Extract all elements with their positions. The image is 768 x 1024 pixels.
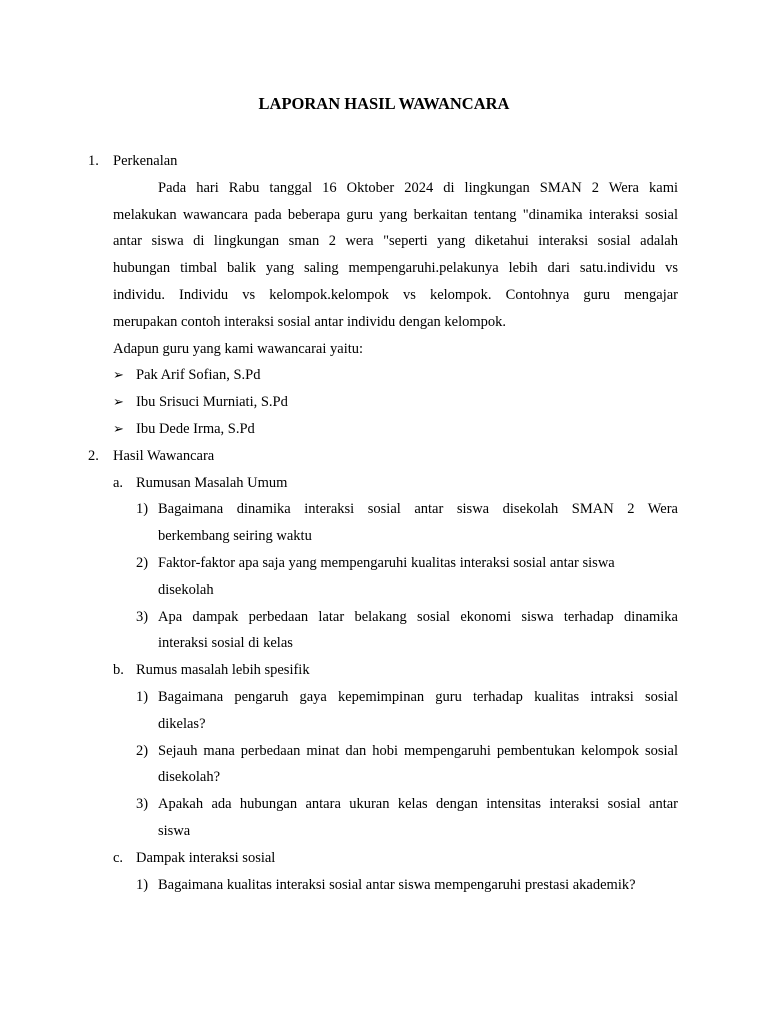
numbered-item [0, 684, 768, 711]
numbered-item [0, 604, 768, 631]
paragraph-text: hubungan timbal balik yang saling mempengaruhi.pelakunya lebih dari satu.individu vs [113, 260, 678, 277]
item-text: Bagaimana dinamika interaksi sosial antar siswa disekolah SMAN 2 Wera [158, 501, 678, 518]
section-number: 2. [88, 447, 99, 464]
subsection-title: Rumusan Masalah Umum [136, 474, 288, 491]
numbered-item-continuation [0, 711, 768, 738]
arrow-bullet-icon: ➢ [113, 394, 124, 410]
item-text: disekolah [158, 581, 214, 598]
numbered-item [0, 738, 768, 765]
paragraph-text: melakukan wawancara pada beberapa guru yang berkaitan tentang "dinamika interaksi sosial [113, 206, 678, 223]
item-number: 1) [136, 688, 149, 705]
paragraph-text: merupakan contoh interaksi sosial antar individu dengan kelompok. [113, 313, 507, 330]
numbered-item [0, 550, 768, 577]
paragraph-line [0, 255, 768, 282]
item-number: 2) [136, 742, 149, 759]
item-number: 1) [136, 876, 149, 893]
item-text: Apakah ada hubungan antara ukuran kelas dengan intensitas interaksi sosial antar [158, 796, 678, 813]
document-body [0, 148, 768, 898]
subsection-heading [0, 845, 768, 872]
paragraph-text: Pada hari Rabu tanggal 16 Oktober 2024 di lingkungan SMAN 2 Wera kami [158, 179, 678, 196]
arrow-bullet-icon: ➢ [113, 367, 124, 383]
page-title: LAPORAN HASIL WAWANCARA [258, 94, 510, 113]
teacher-name: Ibu Dede Irma, S.Pd [136, 420, 255, 437]
list-item [0, 416, 768, 443]
subsection-label: a. [113, 474, 124, 491]
numbered-item-continuation [0, 577, 768, 604]
subsection-title: Dampak interaksi sosial [136, 849, 276, 866]
item-text: dikelas? [158, 715, 206, 732]
subsection-heading [0, 657, 768, 684]
paragraph-line [0, 202, 768, 229]
item-number: 1) [136, 501, 149, 518]
item-text: berkembang seiring waktu [158, 528, 312, 545]
item-text: Faktor-faktor apa saja yang mempengaruhi kualitas interaksi sosial antar siswa [158, 554, 615, 571]
teacher-name: Ibu Srisuci Murniati, S.Pd [136, 394, 288, 411]
item-text: Bagaimana pengaruh gaya kepemimpinan guru terhadap kualitas intraksi sosial [158, 688, 678, 705]
intro-line [0, 336, 768, 363]
paragraph-line [0, 309, 768, 336]
teacher-name: Pak Arif Sofian, S.Pd [136, 367, 261, 384]
paragraph-line [0, 228, 768, 255]
item-number: 3) [136, 608, 149, 625]
subsection-label: b. [113, 662, 124, 679]
list-item [0, 389, 768, 416]
numbered-item-continuation [0, 764, 768, 791]
section-heading-hasil [0, 443, 768, 470]
item-text: disekolah? [158, 769, 221, 786]
subsection-heading [0, 470, 768, 497]
section-number: 1. [88, 153, 99, 169]
subsection-title: Rumus masalah lebih spesifik [136, 662, 310, 679]
item-text: Sejauh mana perbedaan minat dan hobi mempengaruhi pembentukan kelompok sosial [158, 742, 678, 759]
paragraph-text: individu. Individu vs kelompok.kelompok vs kelompok. Contohnya guru mengajar [113, 286, 678, 303]
numbered-item-continuation [0, 523, 768, 550]
item-text: interaksi sosial di kelas [158, 635, 293, 652]
numbered-item [0, 496, 768, 523]
numbered-item-continuation [0, 630, 768, 657]
intro-text: Adapun guru yang kami wawancarai yaitu: [113, 340, 364, 357]
section-heading: Perkenalan [113, 153, 178, 169]
item-number: 3) [136, 796, 149, 813]
arrow-bullet-icon: ➢ [113, 420, 124, 436]
section-heading: Hasil Wawancara [113, 447, 215, 464]
paragraph-line [0, 175, 768, 202]
numbered-item [0, 872, 768, 899]
section-heading-perkenalan [0, 148, 768, 175]
item-text: Apa dampak perbedaan latar belakang sosial ekonomi siswa terhadap dinamika [158, 608, 678, 625]
list-item [0, 362, 768, 389]
paragraph-line [0, 282, 768, 309]
item-text: Bagaimana kualitas interaksi sosial antar siswa mempengaruhi prestasi akademik? [158, 876, 636, 893]
numbered-item-continuation [0, 818, 768, 845]
subsection-label: c. [113, 849, 124, 866]
paragraph-text: antar siswa di lingkungan sman 2 wera "seperti yang diketahui interaksi sosial adalah [113, 233, 678, 250]
item-text: siswa [158, 822, 191, 839]
item-number: 2) [136, 554, 149, 571]
numbered-item [0, 791, 768, 818]
